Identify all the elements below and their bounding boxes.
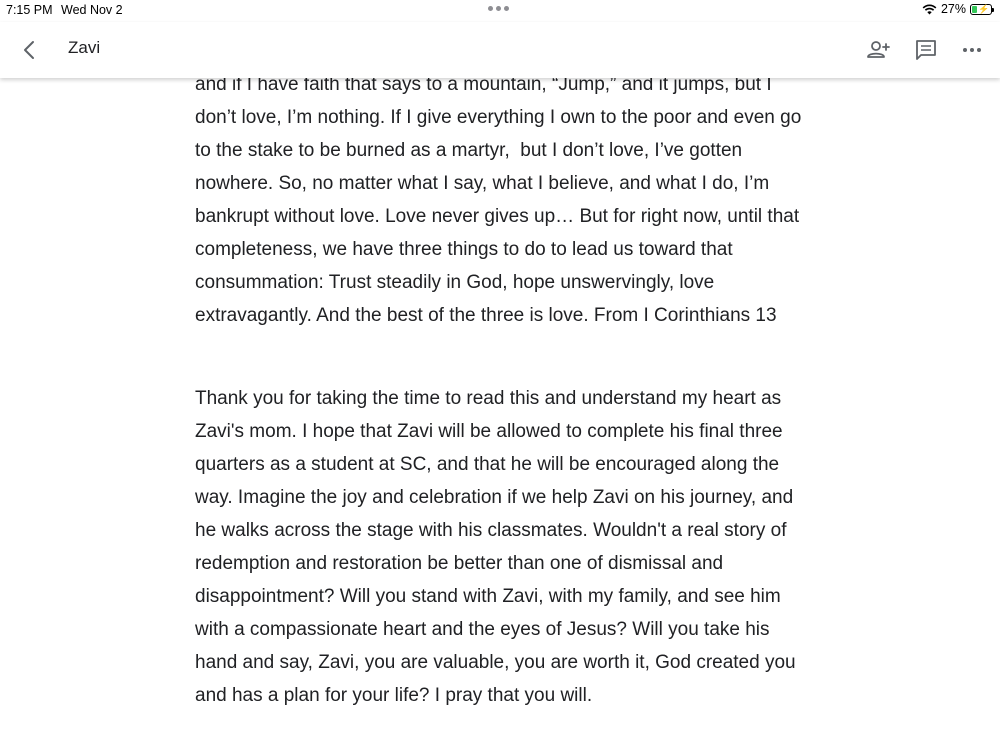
status-date: Wed Nov 2 [61, 3, 123, 17]
battery-level-fill [972, 6, 977, 13]
paragraph-corinthians-quote: and if I have faith that says to a mountain, “Jump,” and it jumps, but I don’t love, I’m nothing. If I give everything I own to the poor and even go to the stake to be burned as a martyr, but I don’t love, I’ve gotten nowhere. So, no matter what I say, what I believe, and what I do, I’m bankrupt without love. Love never gives up… But for right now, until that completeness, we have three things to do to lead us toward that consummation: Trust steadily in God, hope unswervingly, love extravagantly. And the best of the three is love. From I Corinthians 13 [195, 78, 807, 326]
status-indicators [922, 2, 992, 16]
more-horizontal-icon [958, 36, 986, 64]
comments-button[interactable] [912, 36, 940, 64]
status-bar [0, 0, 1000, 22]
battery-percent: 27% [940, 2, 966, 16]
share-button[interactable] [864, 36, 892, 64]
back-chevron-icon [16, 36, 44, 64]
comment-icon [912, 36, 940, 64]
app-bar [0, 22, 1000, 78]
battery-icon [970, 4, 992, 15]
paragraph-closing-appeal: Thank you for taking the time to read this and understand my heart as Zavi's mom. I hope that Zavi will be allowed to complete his final three quarters as a student at SC, and that he will be encouraged along the way. Imagine the joy and celebration if we help Zavi on his journey, and he walks across the stage with his classmates. Wouldn't a real story of redemption and restoration be better than one of dismissal and disappointment? Will you stand with Zavi, with my family, and see him with a compassionate heart and the eyes of Jesus? Will you take his hand and say, Zavi, you are valuable, you are worth it, God created you and has a plan for your life? I pray that you will. [195, 388, 801, 706]
back-button[interactable] [16, 36, 44, 64]
document-body[interactable] [195, 78, 815, 750]
charging-bolt-icon: ⚡ [978, 3, 990, 14]
wifi-icon [922, 4, 937, 15]
multitasking-dots-icon[interactable] [488, 6, 509, 11]
status-time: 7:15 PM [6, 3, 53, 17]
person-add-icon [864, 36, 892, 64]
document-title: Zavi [68, 38, 101, 57]
more-options-button[interactable] [958, 36, 986, 64]
